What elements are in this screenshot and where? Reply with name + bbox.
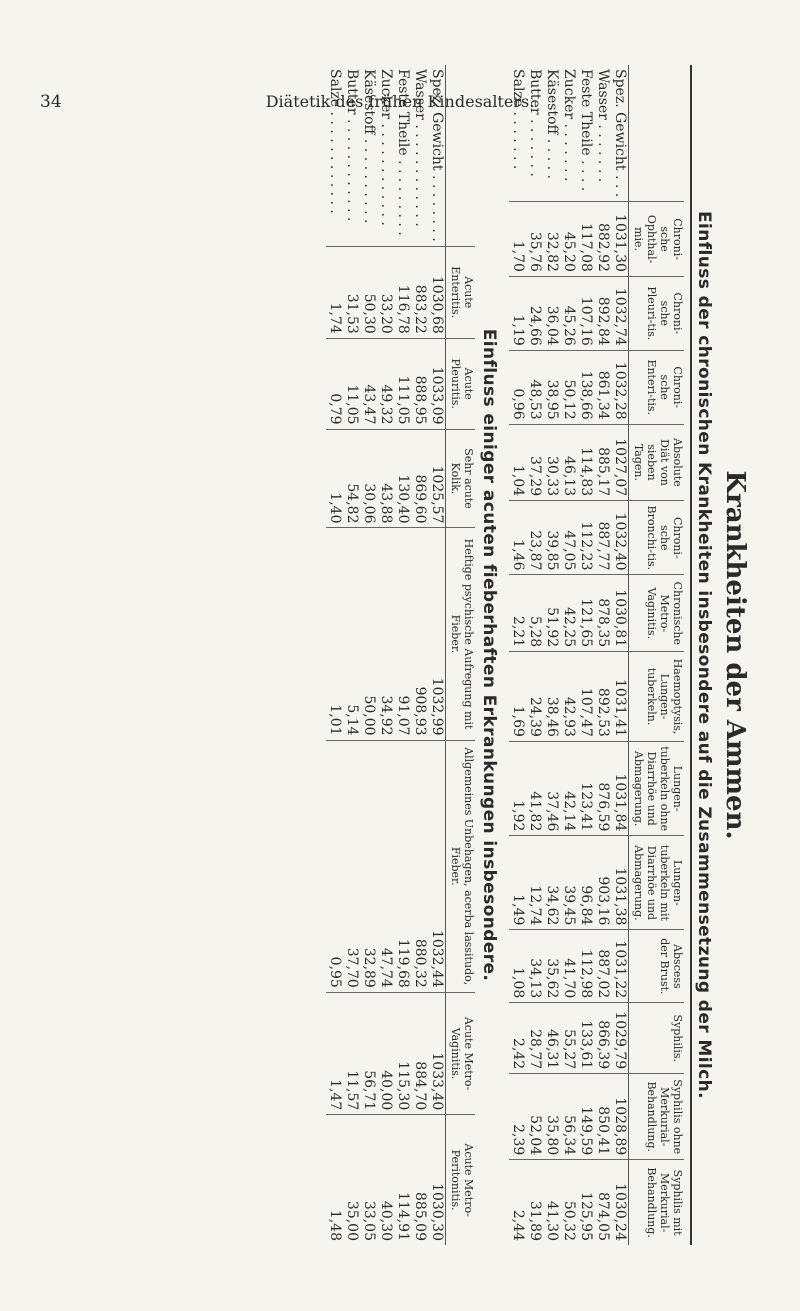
table2-cell: 50,30	[360, 246, 377, 338]
table1-cell: 892,53	[594, 652, 611, 742]
table1-cell: 1,70	[509, 202, 526, 277]
table1-cell: 1031,30	[611, 202, 629, 277]
table1-cell: 138,66	[577, 350, 594, 424]
table2-row	[411, 65, 428, 1245]
running-head: Diätetik des frühen Kindesalters.	[265, 92, 535, 111]
table2-cell: 1,47	[326, 992, 343, 1114]
table1-cell: 1031,22	[611, 930, 629, 1003]
table2-row-label: Wasser . . . . . . . . . . . .	[412, 69, 428, 227]
table2-row-label: Zucker . . . . . . . . . . . .	[378, 69, 394, 226]
table1-cell: 2,39	[509, 1074, 526, 1160]
table2-cell: 47,74	[377, 740, 394, 992]
table1-cell: 35,62	[543, 930, 560, 1003]
table1-column-header: Syphilis mit Merkurial-Behandlung.	[629, 1160, 685, 1245]
table1-cell: 41,30	[543, 1160, 560, 1245]
table1-cell: 850,41	[594, 1074, 611, 1160]
table2-column-header: Sehr acute Kolik.	[446, 429, 476, 528]
table2-cell: 32,89	[360, 740, 377, 992]
table2	[326, 65, 475, 1245]
table2-cell: 40,30	[377, 1115, 394, 1245]
table1-cell: 885,17	[594, 424, 611, 500]
table2-row-label: Salze . . . . . . . . . . . .	[327, 69, 343, 214]
table2-cell: 114,91	[394, 1115, 411, 1245]
table1-cell: 36,04	[543, 276, 560, 350]
table1	[509, 65, 684, 1245]
table2-cell: 1030,30	[428, 1115, 446, 1245]
table2-column-header: Acute Enteritis.	[446, 246, 476, 338]
table1-cell: 2,42	[509, 1003, 526, 1074]
table1-cell: 35,80	[543, 1074, 560, 1160]
table2-row	[377, 65, 394, 1245]
table1-cell: 31,89	[526, 1160, 543, 1245]
table1-cell: 39,45	[560, 836, 577, 930]
table1-cell: 1,19	[509, 276, 526, 350]
table1-cell: 5,28	[526, 575, 543, 652]
table1-cell: 123,41	[577, 741, 594, 835]
table2-cell: 37,70	[343, 740, 360, 992]
table1-cell: 866,39	[594, 1003, 611, 1074]
table1-cell: 1030,24	[611, 1160, 629, 1245]
table1-row	[611, 65, 629, 1245]
table1-cell: 52,04	[526, 1074, 543, 1160]
table1-cell: 55,27	[560, 1003, 577, 1074]
table2-cell: 49,32	[377, 338, 394, 429]
table2-cell: 883,22	[411, 246, 428, 338]
table1-cell: 887,77	[594, 501, 611, 575]
table1-row	[594, 65, 611, 1245]
table1-cell: 107,47	[577, 652, 594, 742]
table2-cell: 1,74	[326, 246, 343, 338]
table1-cell: 1,08	[509, 930, 526, 1003]
table2-column-header: Acute Metro-Peritonitis.	[446, 1115, 476, 1245]
table2-cell: 111,05	[394, 338, 411, 429]
table2-header-row	[446, 65, 476, 1245]
table1-row-label: Spez. Gewicht . . .	[612, 69, 628, 198]
table1-cell: 45,20	[560, 202, 577, 277]
table1-row-label: Salze . . . . . . .	[510, 69, 526, 170]
table2-column-header: Acute Metro-Vaginitis.	[446, 992, 476, 1114]
table2-cell: 1033,09	[428, 338, 446, 429]
table1-cell: 38,95	[543, 350, 560, 424]
table1-cell: 1031,84	[611, 741, 629, 835]
table1-column-header: Chroni-sche Enteri-tis.	[629, 350, 685, 424]
table2-cell: 11,57	[343, 992, 360, 1114]
table1-cell: 874,05	[594, 1160, 611, 1245]
table1-row	[577, 65, 594, 1245]
table2-cell: 869,60	[411, 429, 428, 528]
table2-cell: 885,09	[411, 1115, 428, 1245]
table1-cell: 28,77	[526, 1003, 543, 1074]
table1-cell: 1,46	[509, 501, 526, 575]
table1-cell: 42,14	[560, 741, 577, 835]
table2-cell: 0,95	[326, 740, 343, 992]
table1-cell: 32,82	[543, 202, 560, 277]
table1-cell: 50,12	[560, 350, 577, 424]
table2-cell: 40,00	[377, 992, 394, 1114]
table2-cell: 1,40	[326, 429, 343, 528]
table1-cell: 46,31	[543, 1003, 560, 1074]
table1-rule	[690, 65, 692, 1245]
table1-cell: 24,66	[526, 276, 543, 350]
table2-cell: 1,48	[326, 1115, 343, 1245]
table1-row-label: Feste Theile . . . .	[578, 69, 594, 192]
table1-cell: 1031,38	[611, 836, 629, 930]
table1-cell: 38,46	[543, 652, 560, 742]
table2-cell: 30,06	[360, 429, 377, 528]
table1-cell: 121,65	[577, 575, 594, 652]
table2-row-label: Feste Theile . . . . . . . . .	[395, 69, 411, 236]
table2-cell: 35,00	[343, 1115, 360, 1245]
table1-cell: 1027,07	[611, 424, 629, 500]
table1-row-label: Butter . . . . . . .	[527, 69, 543, 177]
table2-title: Einfluss einiger acuten fieberhaften Erkrankungen insbesondere.	[479, 328, 499, 982]
table1-column-header: Chronische Metro-Vaginitis.	[629, 575, 685, 652]
table2-cell: 31,53	[343, 246, 360, 338]
table1-cell: 42,93	[560, 652, 577, 742]
table1-cell: 1029,79	[611, 1003, 629, 1074]
table1-cell: 149,59	[577, 1074, 594, 1160]
table1-header-row	[629, 65, 685, 1245]
table1-cell: 114,83	[577, 424, 594, 500]
table2-cell: 1032,99	[428, 528, 446, 740]
table1-cell: 51,92	[543, 575, 560, 652]
table1-cell: 0,96	[509, 350, 526, 424]
table1-cell: 23,87	[526, 501, 543, 575]
table1-cell: 903,16	[594, 836, 611, 930]
table1-cell: 96,84	[577, 836, 594, 930]
table2-cell: 1032,44	[428, 740, 446, 992]
table1-column-header: Lungen-tuberkeln mit Diarrhöe und Abmagerung.	[629, 836, 685, 930]
table1-cell: 1030,81	[611, 575, 629, 652]
table1-cell: 1,04	[509, 424, 526, 500]
table2-column-header: Heftige psychische Aufregung mit Fieber.	[446, 528, 476, 740]
table2-row	[394, 65, 411, 1245]
table2-cell: 908,93	[411, 528, 428, 740]
table1-cell: 1,92	[509, 741, 526, 835]
table1-row-label: Käsestoff . . . . .	[544, 69, 560, 179]
table1-column-header: Absolute Diät von sieben Tagen.	[629, 424, 685, 500]
table2-cell: 50,00	[360, 528, 377, 740]
table2-column-header: Acute Pleuritis.	[446, 338, 476, 429]
table2-cell: 880,32	[411, 740, 428, 992]
page-header	[0, 0, 800, 40]
table1-cell: 892,84	[594, 276, 611, 350]
table2-row-label: Käsestoff . . . . . . . . . .	[361, 69, 377, 224]
table1-cell: 1,69	[509, 652, 526, 742]
table1-cell: 39,85	[543, 501, 560, 575]
table1-cell: 133,61	[577, 1003, 594, 1074]
table1-cell: 2,21	[509, 575, 526, 652]
table1-row	[543, 65, 560, 1245]
table2-cell: 884,70	[411, 992, 428, 1114]
table1-row-label: Wasser . . . . . . .	[595, 69, 611, 183]
table1-column-header: Syphilis ohne Merkurial-Behandlung.	[629, 1074, 685, 1160]
table2-cell: 91,07	[394, 528, 411, 740]
table1-cell: 1032,40	[611, 501, 629, 575]
table1-column-header: Chroni-sche Bronchi-tis.	[629, 501, 685, 575]
table2-cell: 11,05	[343, 338, 360, 429]
table1-row	[560, 65, 577, 1245]
table2-row	[428, 65, 446, 1245]
table2-cell: 888,95	[411, 338, 428, 429]
table2-cell: 0,79	[326, 338, 343, 429]
table2-cell: 56,71	[360, 992, 377, 1114]
table1-cell: 35,76	[526, 202, 543, 277]
table1-row-label: Zucker . . . . . . .	[561, 69, 577, 182]
table1-column-header: Chroni-sche Ophthal-mie.	[629, 202, 685, 277]
rotated-content	[50, 65, 750, 1245]
table1-column-header: Haemoptysis, Lungen-tuberkeln.	[629, 652, 685, 742]
table2-row	[326, 65, 343, 1245]
table2-row-label: Spez. Gewicht . . . . . . . .	[429, 69, 445, 242]
table1-cell: 42,25	[560, 575, 577, 652]
table2-cell: 43,47	[360, 338, 377, 429]
table2-corner	[446, 65, 476, 246]
table1-cell: 882,92	[594, 202, 611, 277]
table1-cell: 1031,41	[611, 652, 629, 742]
table1-cell: 12,74	[526, 836, 543, 930]
table1-cell: 41,82	[526, 741, 543, 835]
table2-cell: 33,05	[360, 1115, 377, 1245]
table1-cell: 878,35	[594, 575, 611, 652]
table1-body	[509, 65, 629, 1245]
table1-row	[509, 65, 526, 1245]
table1-cell: 2,44	[509, 1160, 526, 1245]
table1-cell: 24,39	[526, 652, 543, 742]
table1-cell: 37,46	[543, 741, 560, 835]
table1-cell: 1,49	[509, 836, 526, 930]
table1-cell: 47,05	[560, 501, 577, 575]
table1-cell: 41,70	[560, 930, 577, 1003]
table1-cell: 46,13	[560, 424, 577, 500]
table1-cell: 1028,89	[611, 1074, 629, 1160]
table1-cell: 861,34	[594, 350, 611, 424]
table2-column-header: Allgemeines Unbehagen, acerba lassitudo, Fieber.	[446, 740, 476, 992]
page-number: 34	[40, 92, 62, 112]
table2-cell: 33,20	[377, 246, 394, 338]
table1-cell: 48,53	[526, 350, 543, 424]
table2-row	[343, 65, 360, 1245]
table1-column-header: Syphilis.	[629, 1003, 685, 1074]
table1-cell: 56,34	[560, 1074, 577, 1160]
table2-cell: 119,68	[394, 740, 411, 992]
table1-cell: 125,95	[577, 1160, 594, 1245]
table1-cell: 34,62	[543, 836, 560, 930]
table2-row-label: Butter . . . . . . . . . . . .	[344, 69, 360, 222]
table1-cell: 1032,74	[611, 276, 629, 350]
table1-cell: 112,23	[577, 501, 594, 575]
table2-cell: 1030,68	[428, 246, 446, 338]
table2-cell: 1033,40	[428, 992, 446, 1114]
table2-cell: 34,92	[377, 528, 394, 740]
table1-row	[526, 65, 543, 1245]
table2-cell: 130,40	[394, 429, 411, 528]
table1-cell: 45,26	[560, 276, 577, 350]
table2-body	[326, 65, 446, 1245]
table1-title: Einfluss der chronischen Krankheiten insbesondere auf die Zusammensetzung der Milch.	[694, 211, 714, 1099]
table1-column-header: Lungen-tuberkeln ohne Diarrhöe und Abmagerung.	[629, 741, 685, 835]
table2-cell: 116,78	[394, 246, 411, 338]
table2-cell: 1025,57	[428, 429, 446, 528]
table1-cell: 887,02	[594, 930, 611, 1003]
table1-cell: 876,59	[594, 741, 611, 835]
table1-cell: 34,13	[526, 930, 543, 1003]
table1-cell: 30,33	[543, 424, 560, 500]
table1-cell: 112,98	[577, 930, 594, 1003]
table1-cell: 107,16	[577, 276, 594, 350]
chapter-title: Krankheiten der Ammen.	[720, 470, 750, 840]
table2-cell: 115,30	[394, 992, 411, 1114]
table1-cell: 117,08	[577, 202, 594, 277]
table2-cell: 1,01	[326, 528, 343, 740]
table2-cell: 5,14	[343, 528, 360, 740]
table1-cell: 50,32	[560, 1160, 577, 1245]
table1-column-header: Chroni-sche Pleuri-tis.	[629, 276, 685, 350]
table1-cell: 37,29	[526, 424, 543, 500]
table1-column-header: Abscess der Brust.	[629, 930, 685, 1003]
table1-cell: 1032,28	[611, 350, 629, 424]
table2-row	[360, 65, 377, 1245]
table2-cell: 43,88	[377, 429, 394, 528]
table1-corner	[629, 65, 685, 202]
table2-cell: 54,82	[343, 429, 360, 528]
